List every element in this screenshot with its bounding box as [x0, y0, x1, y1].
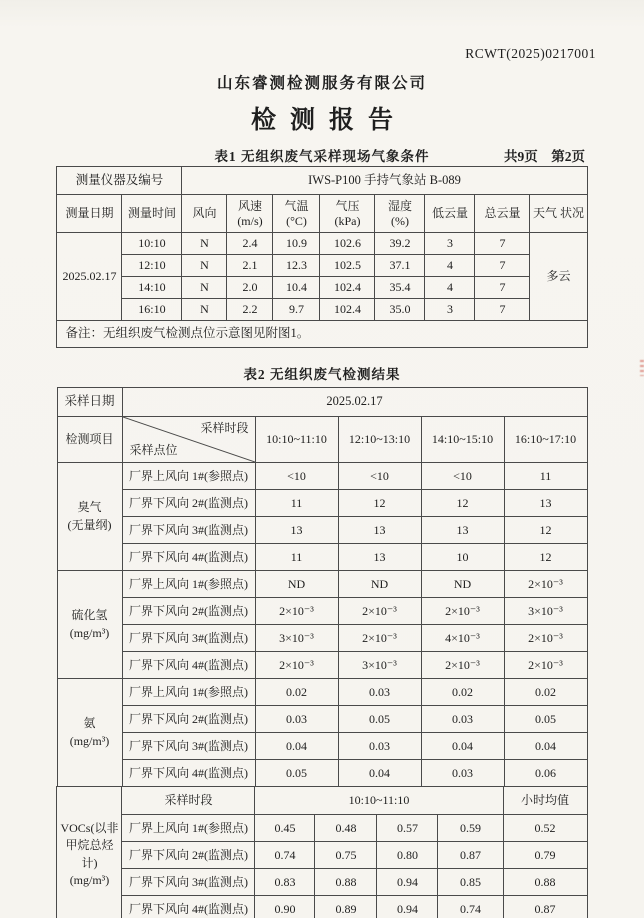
value-cell: 10 — [421, 544, 504, 571]
value-cell: 0.57 — [377, 815, 438, 842]
col-unit: (°C) — [286, 213, 307, 228]
value-cell: 0.04 — [338, 760, 421, 787]
value-cell: 7 — [475, 299, 530, 321]
value-cell: 10.4 — [273, 277, 320, 299]
odor-row — [57, 517, 587, 544]
item-unit: (mg/m³) — [69, 625, 110, 640]
value-cell: 2×10⁻³ — [255, 598, 338, 625]
item-unit: (mg/m³) — [69, 872, 110, 887]
value-cell: 2×10⁻³ — [504, 571, 587, 598]
value-cell: 10.9 — [273, 233, 320, 255]
value-cell: 7 — [475, 255, 530, 277]
period-value: 10:10~11:10 — [255, 787, 503, 815]
item-name: 氨 — [83, 716, 96, 731]
value-cell: 2×10⁻³ — [421, 652, 504, 679]
table1-header-row — [57, 195, 587, 233]
value-cell: 3×10⁻³ — [504, 598, 587, 625]
col-header-humidity — [375, 195, 425, 233]
table1-data-row — [57, 299, 587, 321]
h2s-row — [57, 598, 587, 625]
point-cell: 厂界下风向 3#(监测点) — [122, 733, 255, 760]
value-cell: 0.03 — [338, 733, 421, 760]
table1-caption: 表1 无组织废气采样现场气象条件 — [214, 149, 430, 164]
col-unit: (m/s) — [237, 213, 263, 228]
point-cell: 厂界下风向 4#(监测点) — [122, 760, 255, 787]
vocs-row — [57, 896, 587, 918]
value-cell: 35.4 — [375, 277, 425, 299]
col-header-pressure — [320, 195, 375, 233]
odor-row — [57, 463, 587, 490]
point-cell: 厂界下风向 2#(监测点) — [122, 598, 255, 625]
value-cell: 0.83 — [255, 869, 315, 896]
item-name: 硫化氢 — [71, 608, 108, 623]
average-cell: 0.79 — [503, 842, 587, 869]
value-cell: 37.1 — [375, 255, 425, 277]
average-cell: 0.88 — [503, 869, 587, 896]
value-cell: 2×10⁻³ — [338, 625, 421, 652]
col-label: 湿度 — [387, 198, 412, 213]
value-cell: 13 — [255, 517, 338, 544]
value-cell: 0.85 — [438, 869, 503, 896]
time-col-header: 10:10~11:10 — [255, 417, 338, 463]
value-cell: 2×10⁻³ — [421, 598, 504, 625]
value-cell: 9.7 — [273, 299, 320, 321]
value-cell: 13 — [421, 517, 504, 544]
table1-data-row — [57, 277, 587, 299]
value-cell: 0.94 — [377, 869, 438, 896]
value-cell: 0.75 — [315, 842, 377, 869]
odor-row — [57, 490, 587, 517]
table1-data-row — [57, 233, 587, 255]
vocs-row — [57, 815, 587, 842]
point-cell: 厂界下风向 2#(监测点) — [122, 842, 255, 869]
scan-artifact-mark — [640, 360, 644, 376]
ammonia-row — [57, 679, 587, 706]
point-cell: 厂界下风向 4#(监测点) — [122, 544, 255, 571]
value-cell: 7 — [475, 233, 530, 255]
value-cell: 4×10⁻³ — [421, 625, 504, 652]
point-cell: 厂界上风向 1#(参照点) — [122, 571, 255, 598]
hourly-average-label: 小时均值 — [503, 787, 587, 815]
value-cell: <10 — [421, 463, 504, 490]
instrument-label: 测量仪器及编号 — [57, 167, 182, 195]
value-cell: 0.45 — [255, 815, 315, 842]
value-cell: <10 — [338, 463, 421, 490]
value-cell: N — [182, 255, 227, 277]
item-odor — [57, 463, 122, 571]
value-cell: 0.03 — [255, 706, 338, 733]
value-cell: 12 — [421, 490, 504, 517]
value-cell: 0.05 — [504, 706, 587, 733]
value-cell: 0.94 — [377, 896, 438, 918]
vocs-row — [57, 869, 587, 896]
value-cell: 35.0 — [375, 299, 425, 321]
col-header-total-cloud: 总云量 — [475, 195, 530, 233]
col-header-wind-speed — [227, 195, 273, 233]
time-col-header: 14:10~15:10 — [421, 417, 504, 463]
sample-date-row — [57, 388, 587, 417]
value-cell: 11 — [255, 544, 338, 571]
value-cell: 0.02 — [421, 679, 504, 706]
value-cell: 13 — [338, 544, 421, 571]
col-header-time: 测量时间 — [122, 195, 182, 233]
point-cell: 厂界上风向 1#(参照点) — [122, 815, 255, 842]
point-cell: 厂界下风向 4#(监测点) — [122, 652, 255, 679]
col-header-weather: 天气 状况 — [530, 195, 587, 233]
value-cell: ND — [338, 571, 421, 598]
company-name: 山东睿测检测服务有限公司 — [216, 75, 427, 92]
h2s-row — [57, 571, 587, 598]
value-cell: 12.3 — [273, 255, 320, 277]
value-cell: 2×10⁻³ — [504, 652, 587, 679]
vocs-period-row — [57, 787, 587, 815]
average-cell: 0.52 — [503, 815, 587, 842]
value-cell: 3 — [425, 233, 475, 255]
col-label: 气温 — [284, 198, 309, 213]
value-cell: 11 — [255, 490, 338, 517]
diag-top-label: 采样时段 — [200, 421, 249, 435]
table2-caption: 表2 无组织废气检测结果 — [243, 367, 401, 382]
value-cell: 0.05 — [255, 760, 338, 787]
value-cell: 0.80 — [377, 842, 438, 869]
value-cell: 102.4 — [320, 299, 375, 321]
value-cell: 0.87 — [438, 842, 503, 869]
value-cell: 4 — [425, 255, 475, 277]
value-cell: 12 — [504, 517, 587, 544]
value-cell: 3×10⁻³ — [338, 652, 421, 679]
table1-data-row — [57, 255, 587, 277]
table2-header-row — [57, 417, 587, 463]
point-cell: 厂界下风向 3#(监测点) — [122, 517, 255, 544]
measure-time-cell: 16:10 — [122, 299, 182, 321]
value-cell: 12 — [504, 544, 587, 571]
value-cell: 0.74 — [255, 842, 315, 869]
point-cell: 厂界下风向 4#(监测点) — [122, 896, 255, 918]
value-cell: 2×10⁻³ — [504, 625, 587, 652]
sample-date-label: 采样日期 — [57, 388, 122, 417]
value-cell: N — [182, 277, 227, 299]
value-cell: 13 — [338, 517, 421, 544]
time-col-header: 12:10~13:10 — [338, 417, 421, 463]
point-cell: 厂界下风向 2#(监测点) — [122, 490, 255, 517]
col-unit: (%) — [390, 213, 409, 228]
value-cell: 0.02 — [255, 679, 338, 706]
value-cell: 4 — [425, 277, 475, 299]
value-cell: 3 — [425, 299, 475, 321]
table1-caption-row — [57, 145, 587, 163]
value-cell: 0.03 — [421, 760, 504, 787]
item-hydrogen-sulfide — [57, 571, 122, 679]
table2-results-upper — [57, 387, 588, 787]
value-cell: N — [182, 299, 227, 321]
value-cell: 0.59 — [438, 815, 503, 842]
point-cell: 厂界下风向 3#(监测点) — [122, 869, 255, 896]
value-cell: 2.4 — [227, 233, 273, 255]
instrument-row — [57, 167, 587, 195]
value-cell: ND — [255, 571, 338, 598]
value-cell: 0.06 — [504, 760, 587, 787]
value-cell: ND — [421, 571, 504, 598]
point-cell: 厂界下风向 3#(监测点) — [122, 625, 255, 652]
sample-date-value: 2025.02.17 — [122, 388, 587, 417]
diagonal-header-cell — [122, 417, 255, 463]
weather-status-cell: 多云 — [530, 233, 587, 321]
value-cell: 2.1 — [227, 255, 273, 277]
value-cell: 0.04 — [421, 733, 504, 760]
instrument-value: IWS-P100 手持气象站 B-089 — [182, 167, 587, 195]
value-cell: 0.74 — [438, 896, 503, 918]
col-header-wind-dir: 风向 — [182, 195, 227, 233]
h2s-row — [57, 652, 587, 679]
value-cell: 0.04 — [504, 733, 587, 760]
value-cell: 102.6 — [320, 233, 375, 255]
value-cell: <10 — [255, 463, 338, 490]
value-cell: 0.88 — [315, 869, 377, 896]
value-cell: 0.90 — [255, 896, 315, 918]
point-cell: 厂界上风向 1#(参照点) — [122, 463, 255, 490]
item-vocs — [57, 787, 122, 918]
col-header-low-cloud: 低云量 — [425, 195, 475, 233]
col-unit: (kPa) — [334, 213, 361, 228]
ammonia-row — [57, 760, 587, 787]
value-cell: 0.48 — [315, 815, 377, 842]
value-cell: 2×10⁻³ — [255, 652, 338, 679]
value-cell: 0.03 — [421, 706, 504, 733]
item-name: VOCs(以非甲烷总烃计) — [60, 820, 119, 870]
col-header-date: 测量日期 — [57, 195, 122, 233]
value-cell: 2×10⁻³ — [338, 598, 421, 625]
ammonia-row — [57, 733, 587, 760]
item-ammonia — [57, 679, 122, 787]
value-cell: 0.04 — [255, 733, 338, 760]
value-cell: 2.0 — [227, 277, 273, 299]
document-title: 检测报告 — [250, 107, 407, 134]
vocs-row — [57, 842, 587, 869]
value-cell: 13 — [504, 490, 587, 517]
page-count-info: 共9页 第2页 — [504, 149, 585, 164]
time-col-header: 16:10~17:10 — [504, 417, 587, 463]
h2s-row — [57, 625, 587, 652]
col-label: 气压 — [335, 198, 360, 213]
measure-time-cell: 10:10 — [122, 233, 182, 255]
table2-results-vocs — [56, 786, 587, 918]
value-cell: 11 — [504, 463, 587, 490]
col-header-temperature — [273, 195, 320, 233]
value-cell: 102.4 — [320, 277, 375, 299]
measure-date-cell: 2025.02.17 — [57, 233, 122, 321]
remark-cell: 备注：无组织废气检测点位示意图见附图1。 — [57, 321, 587, 348]
table1-remark-row — [57, 321, 587, 348]
period-label: 采样时段 — [122, 787, 255, 815]
odor-row — [57, 544, 587, 571]
value-cell: 0.03 — [338, 679, 421, 706]
item-unit: (mg/m³) — [69, 733, 110, 748]
value-cell: 7 — [475, 277, 530, 299]
measure-time-cell: 14:10 — [122, 277, 182, 299]
value-cell: 0.05 — [338, 706, 421, 733]
measure-time-cell: 12:10 — [122, 255, 182, 277]
point-cell: 厂界上风向 1#(参照点) — [122, 679, 255, 706]
average-cell: 0.87 — [503, 896, 587, 918]
value-cell: 0.89 — [315, 896, 377, 918]
value-cell: 102.5 — [320, 255, 375, 277]
ammonia-row — [57, 706, 587, 733]
value-cell: 3×10⁻³ — [255, 625, 338, 652]
value-cell: 2.2 — [227, 299, 273, 321]
diag-bottom-label: 采样点位 — [129, 443, 178, 457]
report-number: RCWT(2025)0217001 — [465, 46, 596, 61]
value-cell: 39.2 — [375, 233, 425, 255]
point-cell: 厂界下风向 2#(监测点) — [122, 706, 255, 733]
item-name: 臭气 — [77, 500, 102, 515]
item-label-cell: 检测项目 — [57, 417, 122, 463]
value-cell: N — [182, 233, 227, 255]
col-label: 风速 — [237, 198, 262, 213]
item-unit: (无量纲) — [67, 517, 112, 532]
table1-weather-conditions — [56, 166, 587, 348]
value-cell: 12 — [338, 490, 421, 517]
value-cell: 0.02 — [504, 679, 587, 706]
